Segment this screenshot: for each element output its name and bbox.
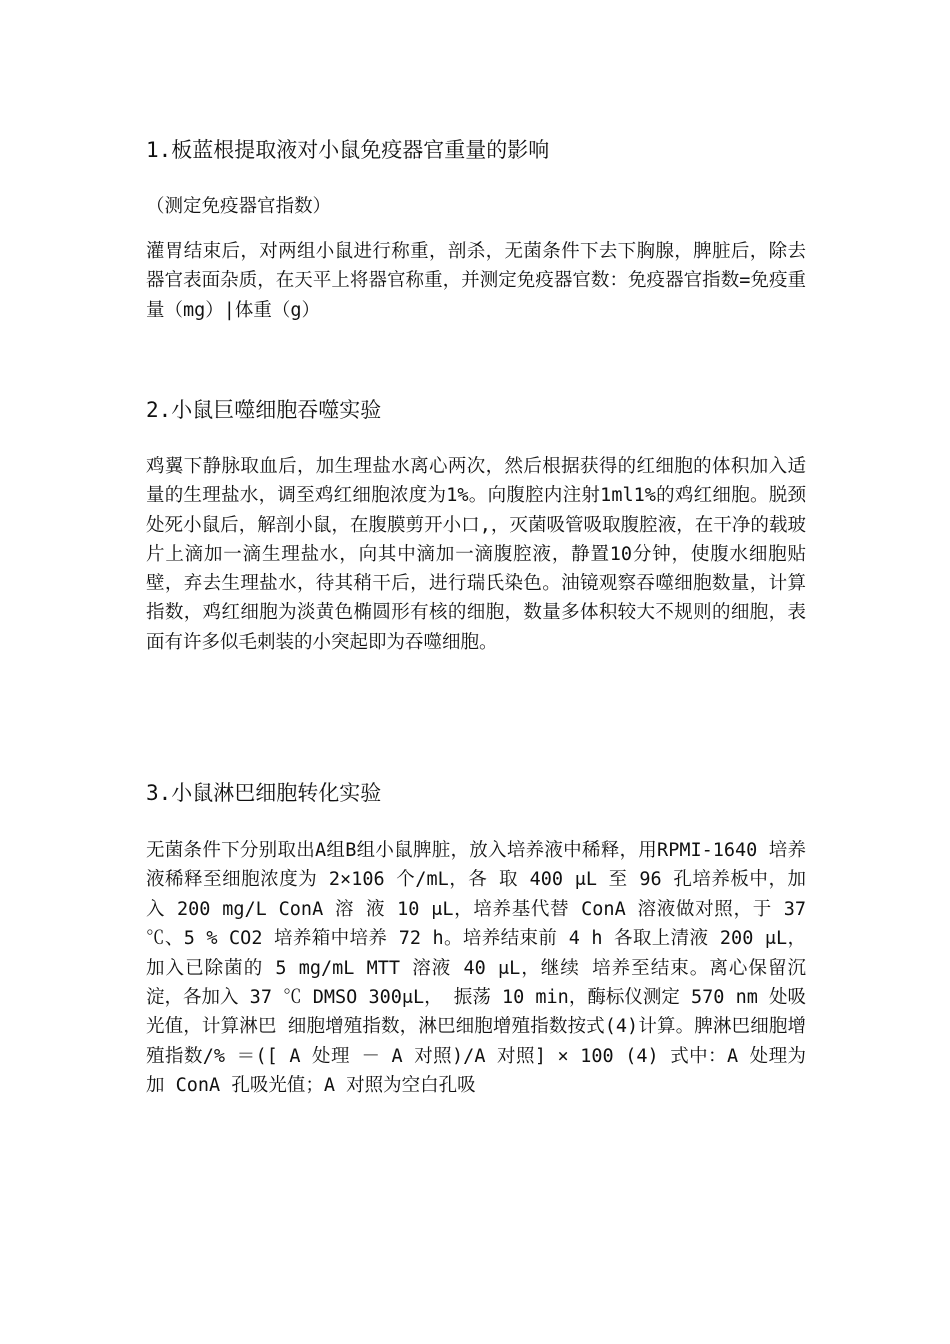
section-1-subheading: （测定免疫器官指数） xyxy=(146,196,332,217)
section-3-body: 无菌条件下分别取出A组B组小鼠脾脏，放入培养液中稀释，用RPMI-1640 培养液稀释至细胞浓度为 2×106 个/mL，各 取 400 μL 至 96 孔培养板中，加入 200 mg/L ConA 溶 液 10 μL，培养基代替 ConA 溶液做对照，于 37 ℃、5 % CO2 培养箱中培养 72 h。培养结束前 4 h 各取上清液 200 μL，加入已除菌的 5 mg/mL MTT 溶液 40 μL，继续 培养至结束。离心保留沉淀，各加入 37 ℃ DMSO 300μL， 振荡 10 min，酶标仪测定 570 nm 处吸光值，计算淋巴 细胞增殖指数，淋巴细胞增殖指数按式(4)计算。脾淋巴细胞增殖指数/% ＝([ A 处理 － A 对照)/A 对照] × 100 (4) 式中：A 处理为加 ConA 孔吸光值；A 对照为空白孔吸 xyxy=(146,840,806,1097)
section-3-heading: 3.小鼠淋巴细胞转化实验 xyxy=(146,781,382,805)
section-1-body: 灌胃结束后，对两组小鼠进行称重，剖杀，无菌条件下去下胸腺，脾脏后，除去器官表面杂质，在天平上将器官称重，并测定免疫器官数：免疫器官指数=免疫重量（mg）|体重（g） xyxy=(146,241,806,321)
section-2-body: 鸡翼下静脉取血后，加生理盐水离心两次，然后根据获得的红细胞的体积加入适量的生理盐水，调至鸡红细胞浓度为1%。向腹腔内注射1ml1%的鸡红细胞。脱颈处死小鼠后，解剖小鼠，在腹膜剪开小口,，灭菌吸管吸取腹腔液，在干净的载玻片上滴加一滴生理盐水，向其中滴加一滴腹腔液，静置10分钟，使腹水细胞贴壁，弃去生理盐水，待其稍干后，进行瑞氏染色。油镜观察吞噬细胞数量，计算指数，鸡红细胞为淡黄色椭圆形有核的细胞，数量多体积较大不规则的细胞，表面有许多似毛刺装的小突起即为吞噬细胞。 xyxy=(146,456,806,653)
section-1-heading: 1.板蓝根提取液对小鼠免疫器官重量的影响 xyxy=(146,138,550,162)
section-2-heading: 2.小鼠巨噬细胞吞噬实验 xyxy=(146,398,382,422)
